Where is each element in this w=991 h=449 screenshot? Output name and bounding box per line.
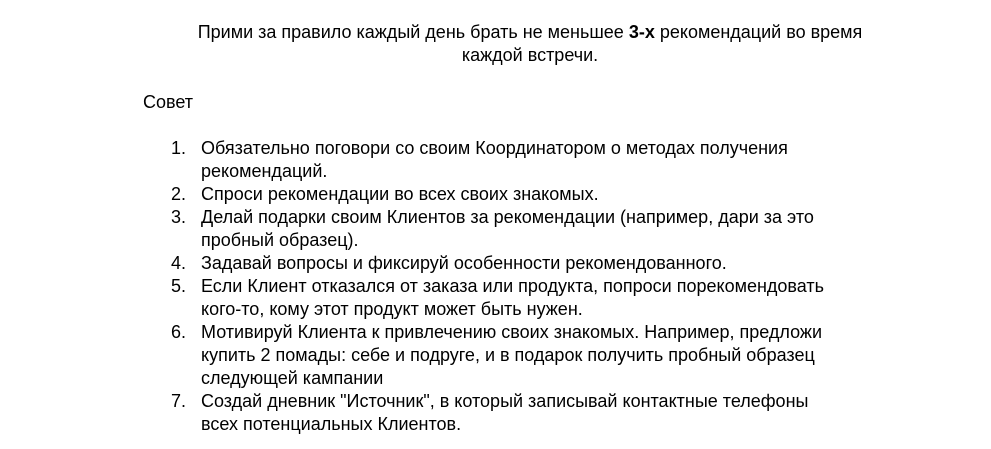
tip-text bbox=[201, 183, 911, 206]
tip-line: Обязательно поговори со своим Координатором о методах получения bbox=[201, 138, 788, 158]
tip-line: пробный образец). bbox=[201, 230, 359, 250]
tip-text bbox=[201, 275, 911, 321]
tip-text bbox=[201, 206, 911, 252]
tip-text bbox=[201, 321, 911, 390]
tip-line: Спроси рекомендации во всех своих знакомых. bbox=[201, 184, 599, 204]
tip-number: 6. bbox=[171, 322, 187, 342]
tip-number: 3. bbox=[171, 207, 187, 227]
tip-number: 1. bbox=[171, 138, 187, 158]
tip-line: кого-то, кому этот продукт может быть нужен. bbox=[201, 299, 583, 319]
tip-text bbox=[201, 390, 911, 436]
tip-line: купить 2 помады: себе и подруге, и в подарок получить пробный образец bbox=[201, 345, 815, 365]
intro-text-end: рекомендаций во время bbox=[654, 22, 863, 42]
intro-text-line2: каждой встречи. bbox=[461, 45, 599, 65]
tip-number: 7. bbox=[171, 391, 187, 411]
tip-number: 5. bbox=[171, 276, 187, 296]
tip-line: Мотивируй Клиента к привлечению своих знакомых. Например, предложи bbox=[201, 322, 823, 342]
tip-line: Если Клиент отказался от заказа или продукта, попроси порекомендовать bbox=[201, 276, 825, 296]
intro-text-start: Прими за правило каждый день брать не меньшее bbox=[197, 22, 629, 42]
tip-line: всех потенциальных Клиентов. bbox=[201, 414, 462, 434]
tip-text bbox=[201, 137, 911, 183]
tip-item bbox=[171, 183, 911, 206]
advice-heading: Совет bbox=[143, 92, 194, 112]
tip-line: рекомендаций. bbox=[201, 161, 328, 181]
intro-paragraph bbox=[150, 21, 910, 67]
tip-text bbox=[201, 252, 911, 275]
tips-list bbox=[171, 137, 911, 436]
intro-bold-count: 3-х bbox=[628, 22, 655, 42]
tip-item bbox=[171, 390, 911, 436]
tip-line: следующей кампании bbox=[201, 368, 384, 388]
tip-item bbox=[171, 275, 911, 321]
tip-number: 4. bbox=[171, 253, 187, 273]
tip-number: 2. bbox=[171, 184, 187, 204]
tip-line: Делай подарки своим Клиентов за рекомендации (например, дари за это bbox=[201, 207, 814, 227]
tip-line: Задавай вопросы и фиксируй особенности рекомендованного. bbox=[201, 253, 727, 273]
tip-line: Создай дневник "Источник", в который записывай контактные телефоны bbox=[201, 391, 809, 411]
tip-item bbox=[171, 137, 911, 183]
tip-item bbox=[171, 321, 911, 390]
tip-item bbox=[171, 252, 911, 275]
tip-item bbox=[171, 206, 911, 252]
